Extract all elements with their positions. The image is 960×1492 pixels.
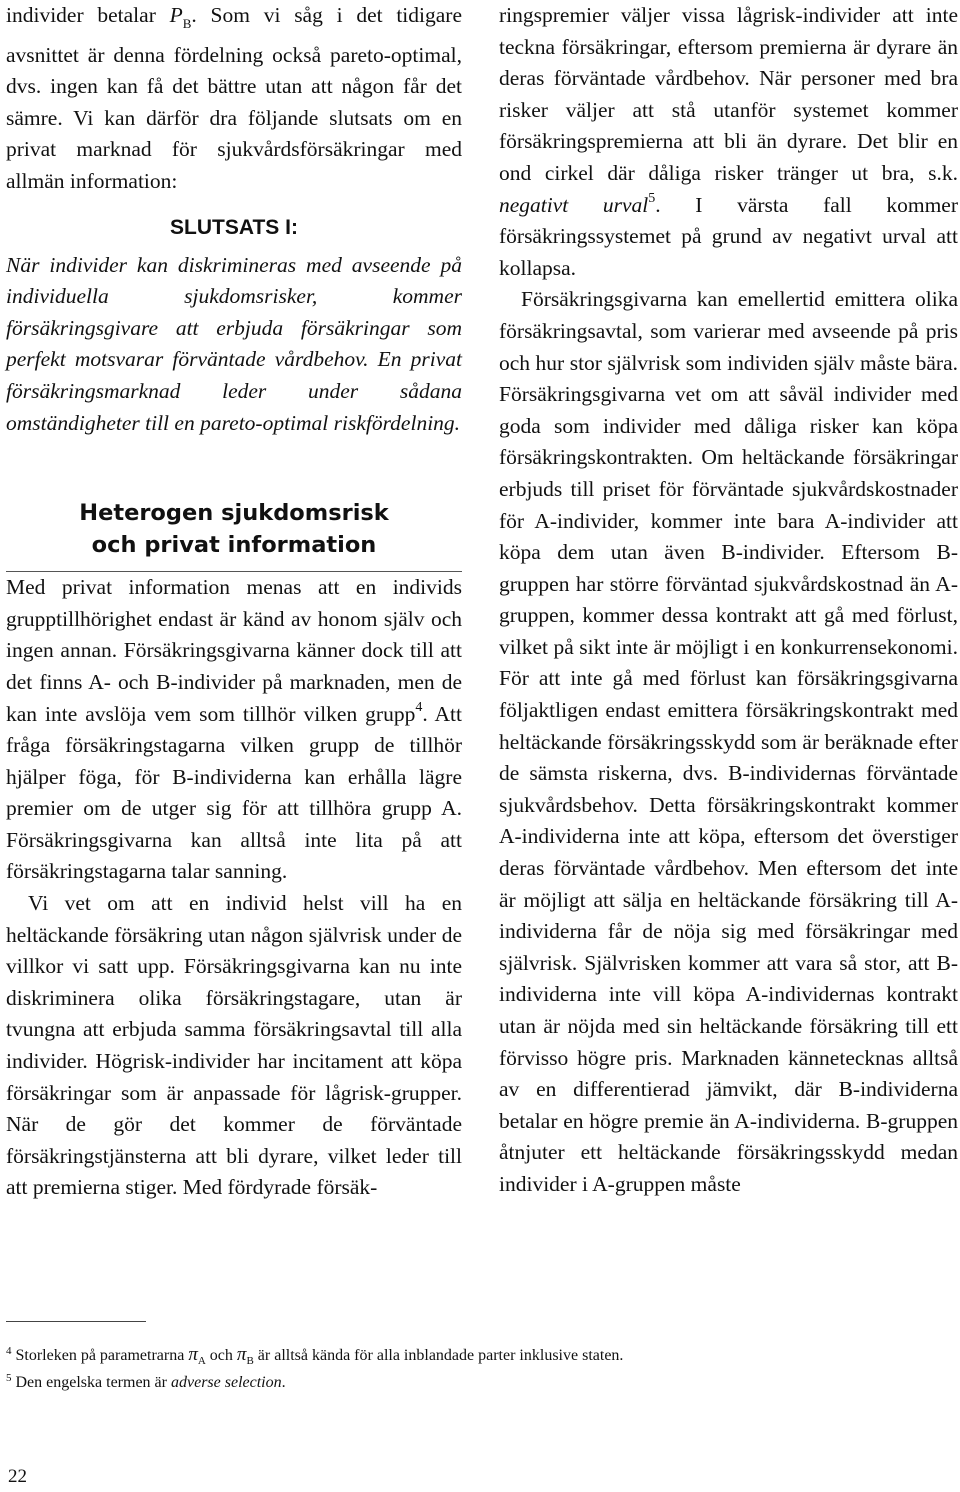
footnote-marker-5: 5: [648, 190, 656, 206]
slutsats-block: [6, 250, 462, 440]
right-column: [499, 0, 958, 1201]
slutsats-title: SLUTSATS I:: [170, 215, 298, 239]
intro-lead: individer betalar: [6, 3, 170, 27]
footnote-4: [6, 1341, 956, 1369]
footnote-divider: [6, 1321, 146, 1322]
pi-subscript-a: A: [197, 1355, 206, 1367]
intro-rest: . Som vi såg i det tidigare avsnittet är denna fördelning också pareto-optimal, dvs. ingen kan få det bättre utan att någon får det sämre. Vi kan därför dra följande slutsats om en privat marknad för sjukvårdsförsäkringar med allmän information:: [6, 3, 463, 193]
footnote-marker-4: 4: [415, 699, 423, 715]
slutsats-text: När individer kan diskrimineras med avseende på individuella sjukdomsrisker, kommer försäkringsgivare att erbjuda försäkringar som perfekt motsvarar förväntade vårdbehov. En privat försäkringsmarknad leder under sådana omständigheter till en pareto-optimal riskfördelning.: [6, 252, 462, 435]
left-paragraph-1: [6, 572, 462, 888]
footnote-5-lead: Den engelska termen är: [11, 1374, 171, 1391]
left-column: [6, 0, 462, 1204]
right-para1-after: . I värsta fall kommer försäkringssystemet på grund av negativt urval att kollapsa.: [499, 192, 958, 280]
footnote-4-lead: Storleken på parametrarna: [11, 1347, 189, 1364]
footnote-5: [6, 1369, 956, 1396]
right-para1-before: ringspremier väljer vissa lågrisk-individer att inte teckna försäkringar, eftersom premierna är dyrare än deras förväntade vårdbehov. När personer med bra risker väljer att stå utanför systemet kommer försäkringspremierna att bli än dyrare. Det blir en ond cirkel där dåliga risker tränger ut bra, s.k.: [499, 3, 958, 185]
right-paragraph-2: Försäkringsgivarna kan emellertid emittera olika försäkringsavtal, som varierar med avseende på pris och hur stor självrisk som individen själv måste bära. Försäkringsgivarna vet om att såväl individer med goda som individer med dåliga risker kan köpa försäkringskontrakten. Om heltäckande försäkringar erbjuds till priset för förväntade sjukvårdskostnader för A-individer, kommer inte bara A-individer att köpa dem utan även B-individer. Eftersom B-gruppen har större förväntad sjukvårdskostnad än A-gruppen, kommer dessa kontrakt att gå med förlust, vilket på sikt inte är möjligt i en konkurrensekonomi. För att inte gå med förlust kan försäkringsgivarna följaktligen endast emittera försäkringskontrakt med heltäckande försäkringsskydd som är beräknade efter de sämsta riskerna, dvs. B-individernas förväntade sjukvårdsbehov. Detta försäkringskontrakt kommer A-individerna inte att köpa, eftersom det överstiger deras förväntade vårdbehov. Men eftersom det inte är möjligt att sälja en heltäckande försäkring till A-individerna får de nöja sig med försäkringar med självrisk. Självrisken kommer att vara så stor, att B-individerna inte vill köpa A-individernas kontrakt utan är nöjda med sin heltäckande försäkring till ett förvisso högre pris. Marknaden kännetecknas alltså av en differentierad jämvikt, där B-individerna betalar en högre premie än A-individerna. B-gruppen åtnjuter ett heltäckande försäkringsskydd medan individer i A-gruppen måste: [499, 287, 958, 1196]
footnote-4-tail: är alltså kända för alla inblandade parter inklusive staten.: [253, 1347, 624, 1364]
footnote-4-marker: 4: [6, 1345, 12, 1357]
section-heading: [6, 497, 462, 572]
pi-symbol-a: π: [188, 1344, 198, 1365]
p-subscript: B: [182, 16, 192, 31]
left-para1-after-fn: . Att fråga försäkringstagarna vilken grupp de tillhör hjälper föga, för B-individerna kan erhålla lägre premier om de utger sig för att tillhöra grupp A. Försäkringsgivarna kan alltså inte lita på att försäkringstagarna talar sanning.: [6, 701, 462, 884]
left-para1-before-fn: Med privat information menas att en individs grupptillhörighet endast är känd av honom själv och ingen annan. Försäkringsgivarna känner dock till att det finns A- och B-individer på marknaden, men de kan inte avslöja vem som tillhör vilken grupp: [6, 575, 462, 726]
left-paragraph-2: Vi vet om att en individ helst vill ha en heltäckande försäkring utan någon självrisk under de villkor vi satt upp. Försäkringsgivarna kan nu inte diskriminera olika försäkringstagare, utan är tvungna att erbjuda samma försäkringsavtal till alla individer. Högrisk-individer har incitament att köpa försäkringar som är anpassade för lågrisk-grupper. När de gör det kommer de förväntade försäkringstjänsterna att bli dyrare, vilket leder till att premierna stiger. Med fördyrade försäk-: [6, 891, 462, 1200]
footnote-4-middle: och: [205, 1347, 237, 1364]
section-heading-line-2: och privat information: [91, 532, 377, 559]
section-heading-line-1: Heterogen sjukdomsrisk: [79, 500, 389, 527]
pi-subscript-b: B: [246, 1355, 254, 1367]
right-paragraph-1: [499, 0, 958, 284]
footnote-5-marker: 5: [6, 1372, 12, 1384]
pi-symbol-b: π: [236, 1344, 247, 1365]
footnotes: [6, 1341, 956, 1396]
intro-paragraph: [6, 0, 462, 198]
footnote-5-tail: .: [281, 1374, 286, 1391]
negativt-urval-term: negativt urval: [499, 192, 649, 217]
page-number: 22: [8, 1466, 27, 1487]
adverse-selection-term: adverse selection: [170, 1374, 282, 1391]
p-symbol: P: [169, 3, 183, 27]
